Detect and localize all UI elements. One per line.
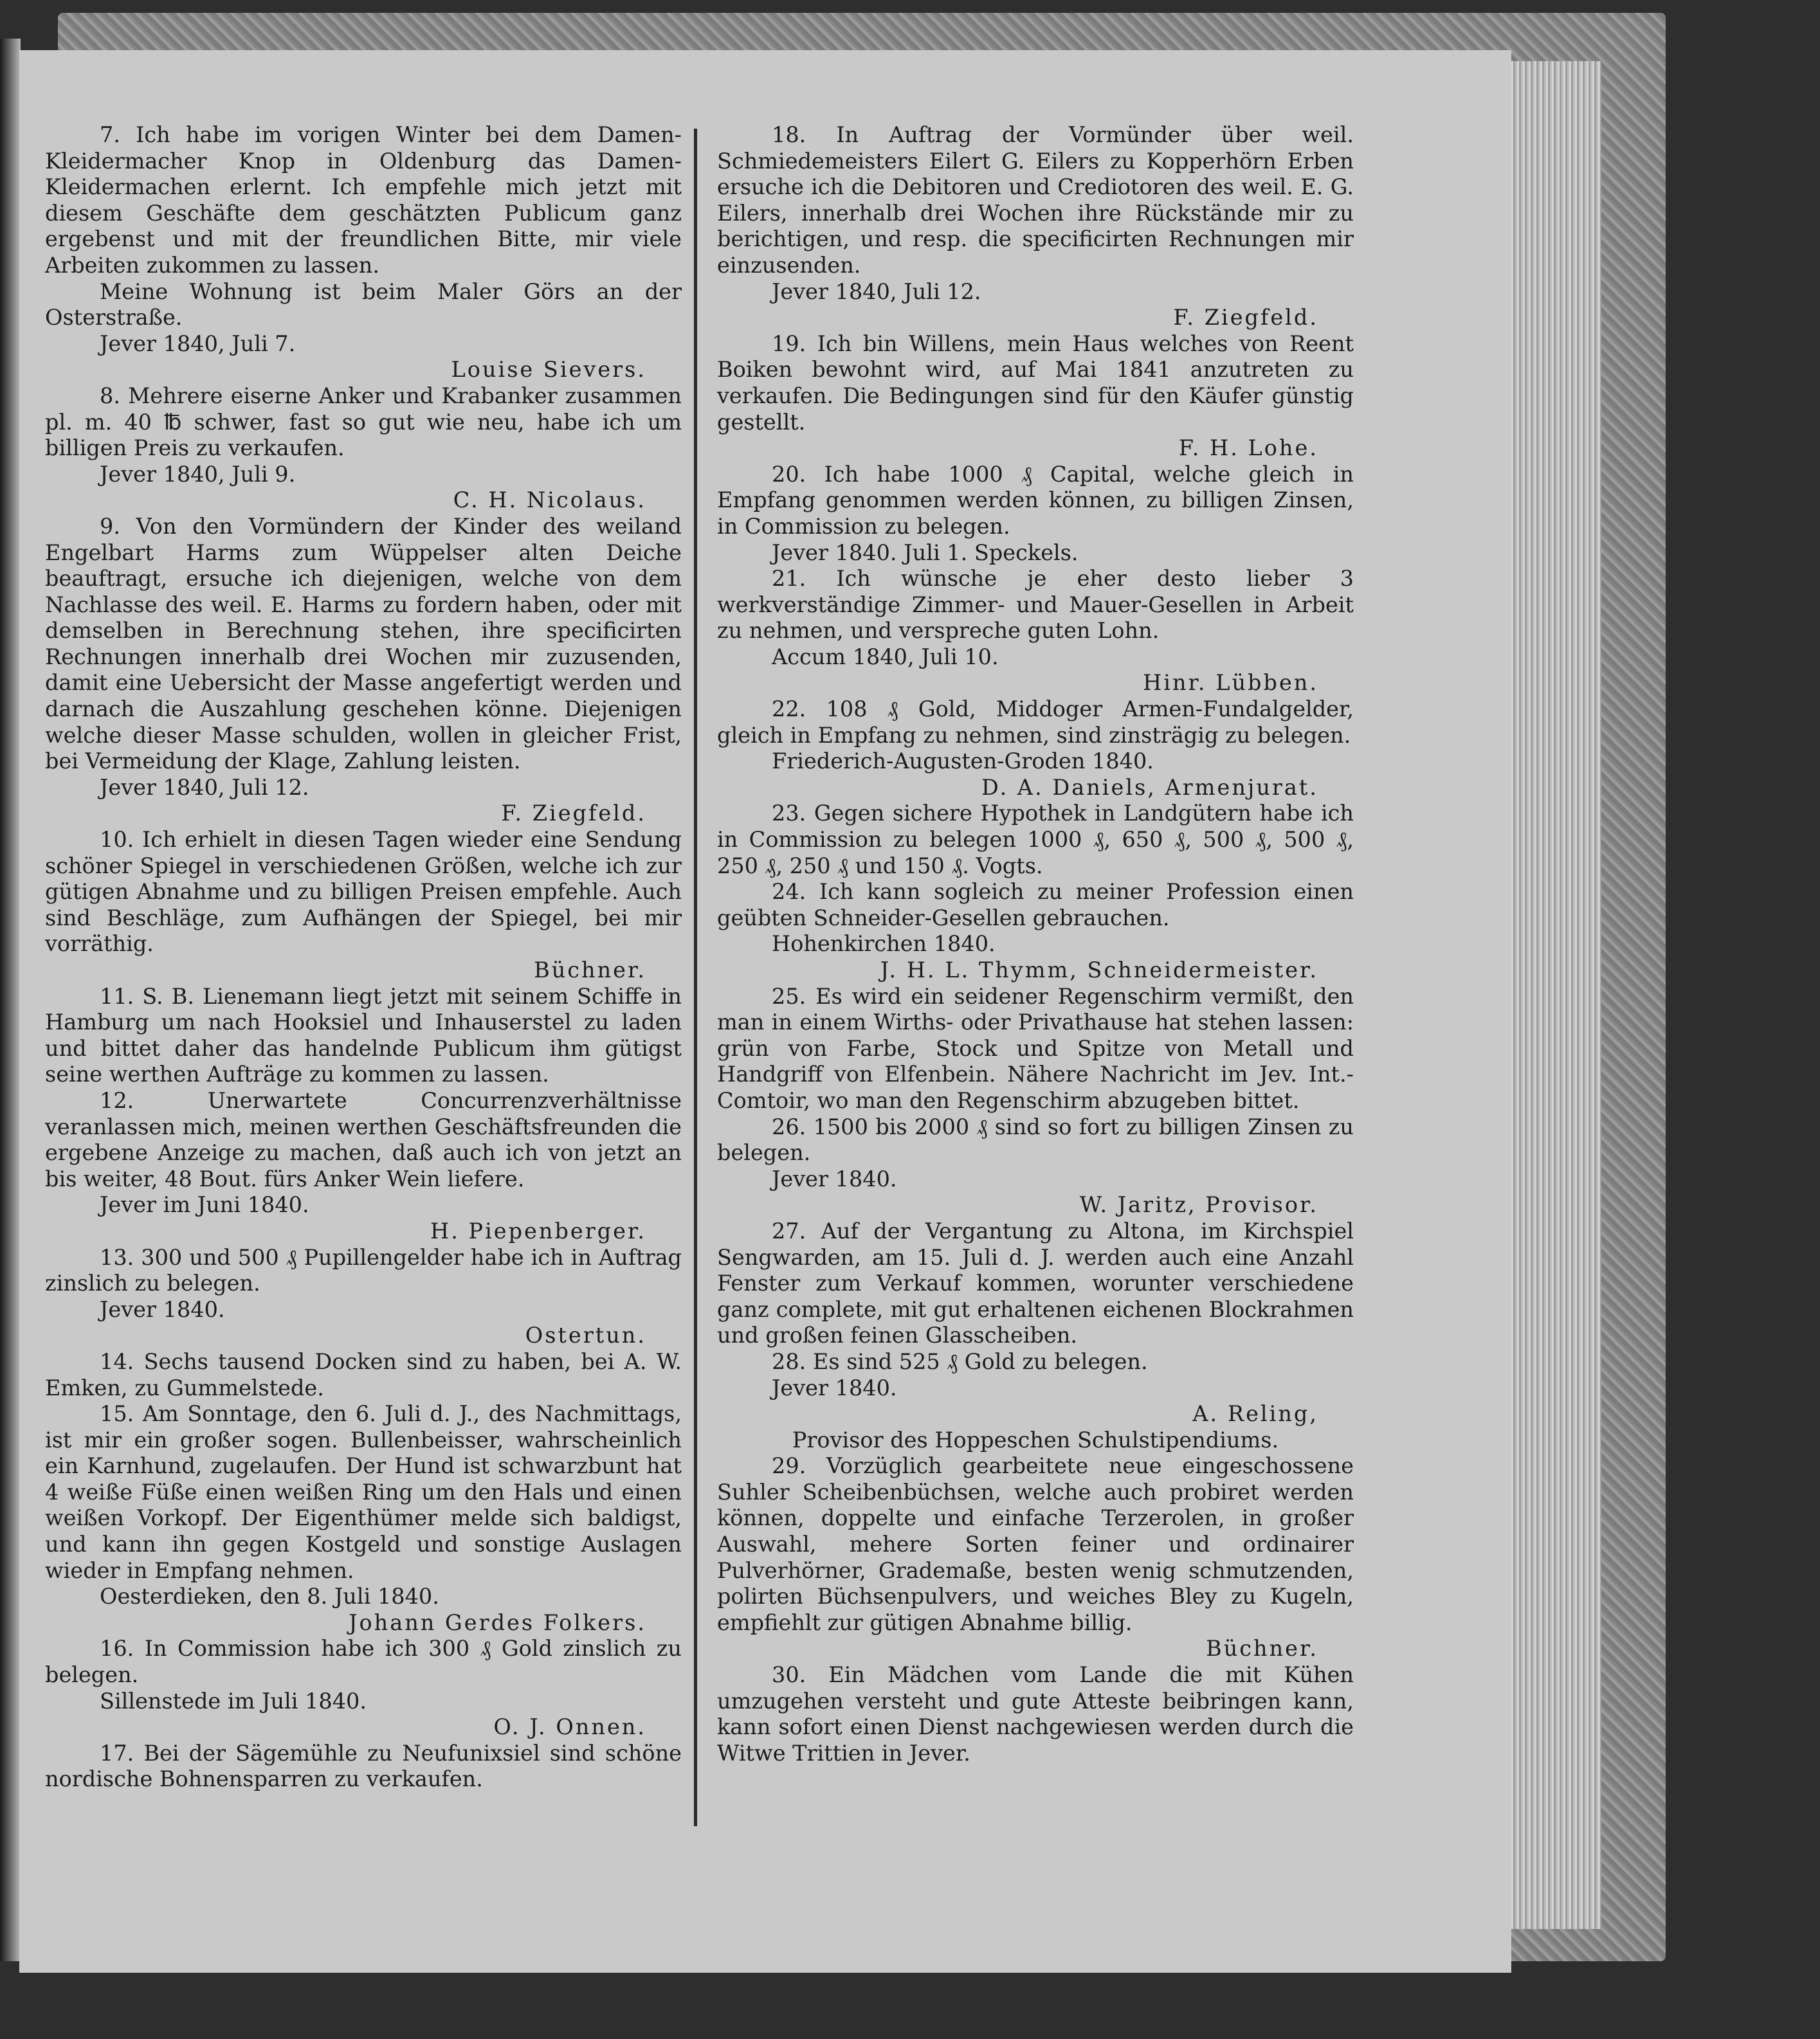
signature-line: F. Ziegfeld. (501, 801, 646, 826)
signature-line: W. Jaritz, Provisor. (1079, 1192, 1318, 1218)
place-date-line: Accum 1840, Juli 10. (772, 644, 999, 669)
signature-line: J. H. L. Thymm, Schneidermeister. (880, 957, 1318, 983)
place-date-line: Sillenstede im Juli 1840. (100, 1688, 367, 1714)
notice-paragraph: 26. 1500 bis 2000 ₰ sind so fort zu billigen Zinsen zu belegen. (717, 1114, 1354, 1166)
place-date-line: Jever 1840, Juli 7. (100, 331, 296, 356)
page-edges (1511, 61, 1601, 1929)
place-date-line: Jever 1840, Juli 12. (772, 278, 981, 304)
signature-line: Büchner. (534, 957, 646, 983)
signature-line: D. A. Daniels, Armenjurat. (981, 774, 1318, 800)
place-date-line: Friederich-Augusten-Groden 1840. (772, 748, 1154, 774)
notice-paragraph: 15. Am Sonntage, den 6. Juli d. J., des Nachmittags, ist mir ein großer sogen. Bullenbeisser, wahrscheinlich ein Karnhund, zugelaufen. Der Hund ist schwarzbunt hat 4 weiße Füße einen weißen Ring um den Hals und einen weißen Vorkopf. Der Eigenthümer melde sich baldigst, und kann ihn gegen Kostgeld und sonstige Auslagen wieder in Empfang nehmen. (45, 1401, 682, 1583)
notice-paragraph: 9. Von den Vormündern der Kinder des weiland Engelbart Harms zum Wüppelser alten Deiche beauftragt, ersuche ich diejenigen, welche von dem Nachlasse des weil. E. Harms zu fordern haben, oder mit demselben in Berechnung stehen, ihre specificirten Rechnungen innerhalb drei Wochen mir zuzusenden, damit eine Uebersicht der Masse angefertigt werden und darnach die Auszahlung geschehen könne. Diejenigen welche dieser Masse schulden, wollen in gleicher Frist, bei Vermeidung der Klage, Zahlung leisten. (45, 513, 682, 774)
notice-paragraph: 18. In Auftrag der Vormünder über weil. Schmiedemeisters Eilert G. Eilers zu Kopperhörn Erben ersuche ich die Debitoren und Crediotoren des weil. E. G. Eilers, innerhalb drei Wochen ihre Rückstände mir zu berichtigen, und resp. die specificirten Rechnungen mir einzusenden. (717, 122, 1354, 278)
notice-paragraph: 21. Ich wünsche je eher desto lieber 3 werkverständige Zimmer- und Mauer-Gesellen in Arbeit zu nehmen, und verspreche guten Lohn. (717, 566, 1354, 644)
notice-paragraph: 30. Ein Mädchen vom Lande die mit Kühen umzugehen versteht und gute Atteste beibringen kann, kann sofort einen Dienst nachgewiesen werden durch die Witwe Trittien in Jever. (717, 1662, 1354, 1766)
place-date-line: Oesterdieken, den 8. Juli 1840. (100, 1584, 439, 1609)
signature-line: O. J. Onnen. (493, 1714, 646, 1740)
notice-paragraph: 17. Bei der Sägemühle zu Neufunixsiel sind schöne nordische Bohnensparren zu verkaufen. (45, 1740, 682, 1792)
notice-paragraph: 24. Ich kann sogleich zu meiner Profession einen geübten Schneider-Gesellen gebrauchen. (717, 879, 1354, 930)
notice-paragraph: 8. Mehrere eiserne Anker und Krabanker zusammen pl. m. 40 ℔ schwer, fast so gut wie neu, habe ich um billigen Preis zu verkaufen. (45, 383, 682, 461)
notice-paragraph: 28. Es sind 525 ₰ Gold zu belegen. (772, 1348, 1148, 1374)
notice-paragraph: 20. Ich habe 1000 ₰ Capital, welche gleich in Empfang genommen werden können, zu billigen Zinsen, in Commission zu belegen. (717, 461, 1354, 539)
notice-paragraph: 25. Es wird ein seidener Regenschirm vermißt, den man in einem Wirths- oder Privathause hat stehen lassen: grün von Farbe, Stock und Spitze von Metall und Handgriff von Elfenbein. Nähere Nachricht im Jev. Int.-Comtoir, wo man den Regenschirm abzugeben bittet. (717, 983, 1354, 1113)
place-date-line: Jever 1840. (100, 1296, 225, 1322)
signature-line: Ostertun. (525, 1323, 646, 1348)
notice-paragraph: 22. 108 ₰ Gold, Middoger Armen-Fundalgelder, gleich in Empfang zu nehmen, sind zinsträgig zu belegen. (717, 696, 1354, 748)
notice-paragraph: 16. In Commission habe ich 300 ₰ Gold zinslich zu belegen. (45, 1636, 682, 1688)
signature-title: Provisor des Hoppeschen Schulstipendiums. (792, 1427, 1279, 1453)
left-column (45, 122, 682, 1793)
column-divider (694, 129, 697, 1826)
notice-paragraph: Meine Wohnung ist beim Maler Görs an der Osterstraße. (45, 278, 682, 331)
notice-paragraph: 11. S. B. Lienemann liegt jetzt mit seinem Schiffe in Hamburg um nach Hooksiel und Inhauserstel zu laden und bittet daher das handelnde Publicum ihm gütigst seine werthen Aufträge zu kommen zu lassen. (45, 983, 682, 1087)
binding-shadow (0, 39, 21, 1961)
place-date-line: Jever 1840. Juli 1. Speckels. (772, 539, 1078, 565)
signature-line: F. Ziegfeld. (1173, 305, 1318, 331)
signature-line: C. H. Nicolaus. (453, 487, 646, 513)
place-date-line: Jever 1840. (772, 1166, 897, 1192)
place-date-line: Hohenkirchen 1840. (772, 931, 996, 957)
signature-line: Louise Sievers. (451, 357, 646, 383)
signature-line: F. H. Lohe. (1178, 435, 1318, 461)
place-date-line: Jever im Juni 1840. (100, 1192, 309, 1218)
notice-paragraph: 13. 300 und 500 ₰ Pupillengelder habe ich in Auftrag zinslich zu belegen. (45, 1244, 682, 1296)
signature-line: H. Piepenberger. (430, 1218, 646, 1244)
notice-paragraph: 12. Unerwartete Concurrenzverhältnisse veranlassen mich, meinen werthen Geschäftsfreunden die ergebene Anzeige zu machen, daß auch ich von jetzt an bis weiter, 48 Bout. fürs Anker Wein liefere. (45, 1087, 682, 1192)
signature-line: Hinr. Lübben. (1143, 670, 1318, 696)
notice-paragraph: 14. Sechs tausend Docken sind zu haben, bei A. W. Emken, zu Gummelstede. (45, 1348, 682, 1400)
signature-line: A. Reling, (1192, 1401, 1318, 1427)
notice-paragraph: 10. Ich erhielt in diesen Tagen wieder eine Sendung schöner Spiegel in verschiedenen Größen, welche ich zur gütigen Abnahme und zu billigen Preisen empfehle. Auch sind Beschläge, zum Aufhängen der Spiegel, bei mir vorräthig. (45, 827, 682, 957)
notice-paragraph: 27. Auf der Vergantung zu Altona, im Kirchspiel Sengwarden, am 15. Juli d. J. werden auch eine Anzahl Fenster zum Verkauf kommen, worunter verschiedene ganz complete, mit gut erhaltenen eichenen Blockrahmen und großen feinen Glasscheiben. (717, 1218, 1354, 1348)
signature-line: Johann Gerdes Folkers. (349, 1609, 646, 1635)
place-date-line: Jever 1840, Juli 9. (100, 461, 296, 487)
notice-paragraph: 7. Ich habe im vorigen Winter bei dem Damen-Kleidermacher Knop in Oldenburg das Damen-Kleidermachen erlernt. Ich empfehle mich jetzt mit diesem Geschäfte dem geschätzten Publicum ganz ergebenst und mit der freundlichen Bitte, mir viele Arbeiten zukommen zu lassen. (45, 122, 682, 278)
notice-paragraph: 19. Ich bin Willens, mein Haus welches von Reent Boiken bewohnt wird, auf Mai 1841 anzutreten zu verkaufen. Die Bedingungen sind für den Käufer günstig gestellt. (717, 331, 1354, 435)
place-date-line: Jever 1840. (772, 1375, 897, 1400)
notice-paragraph: 23. Gegen sichere Hypothek in Landgütern habe ich in Commission zu belegen 1000 ₰, 650 ₰, 500 ₰, 500 ₰, 250 ₰, 250 ₰ und 150 ₰. Vogts. (717, 801, 1354, 878)
right-column (717, 122, 1354, 1766)
notice-paragraph: 29. Vorzüglich gearbeitete neue eingeschossene Suhler Scheibenbüchsen, welche auch probiret werden können, doppelte und einfache Terzerolen, in großer Auswahl, mehere Sorten feiner und ordinairer Pulverhörner, Grademaße, besten wenig schmutzenden, polirten Büchsenpulvers, und weiches Bley zu Kugeln, empfiehlt zur gütigen Abnahme billig. (717, 1453, 1354, 1635)
signature-line: Büchner. (1206, 1636, 1318, 1662)
place-date-line: Jever 1840, Juli 12. (100, 774, 309, 800)
